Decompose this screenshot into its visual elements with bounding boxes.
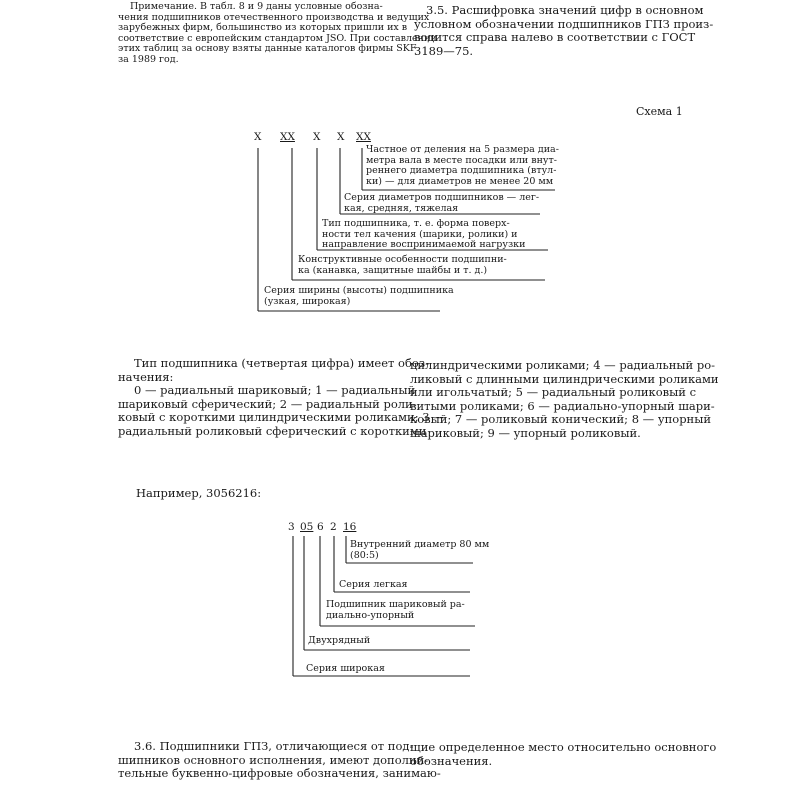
section-3-6-line: щие определенное место относительно основного (410, 740, 717, 754)
scheme-label-line: направление воспринимаемой нагрузки (322, 239, 526, 250)
note-line: чения подшипников отечественного производства и ведущих (118, 11, 430, 23)
example-label-diameter (350, 540, 489, 561)
note-line: этих таблиц за основу взяты данные каталогов фирмы SKF (118, 43, 417, 54)
scheme-code: XX (280, 131, 295, 143)
scheme-label-line: (узкая, широкая) (264, 295, 351, 307)
section-3-5-line: 3189—75. (414, 43, 474, 58)
section-3-5-line: водится справа налево в соответствии с ГОСТ (414, 30, 696, 44)
type-line: ковый; 7 — роликовый конический; 8 — упорный (410, 412, 712, 426)
example-heading: Например, 3056216: (136, 486, 262, 500)
section-3-5-line: условном обозначении подшипников ГПЗ произ- (414, 16, 714, 31)
type-line: 0 — радиальный шариковый; 1 — радиальный (134, 383, 416, 397)
example-label-type (326, 600, 465, 621)
example-code: 6 (317, 521, 324, 533)
example-label-line: Внутренний диаметр 80 мм (350, 539, 490, 550)
type-line: ковый с короткими цилиндрическими роликами; 3 — (118, 410, 445, 424)
scheme-label-type (322, 219, 525, 251)
scheme-code: X (254, 131, 262, 143)
scheme-label-line: кая, средняя, тяжелая (344, 202, 459, 214)
note-line: за 1989 год. (118, 53, 179, 65)
scheme-code: XX (356, 131, 371, 143)
section-3-6-line: шипников основного исполнения, имеют дополни- (118, 752, 429, 767)
scheme-label-line: ки) — для диаметров не менее 20 мм (366, 175, 554, 187)
section-3-6-line: обозначения. (410, 753, 493, 768)
example-label-series-light: Серия легкая (339, 579, 408, 590)
type-line: шариковый; 9 — упорный роликовый. (410, 425, 641, 440)
type-line: начения: (118, 369, 174, 384)
example-label-series-wide: Серия широкая (306, 663, 385, 674)
type-line: шариковый сферический; 2 — радиальный роли- (118, 396, 417, 411)
section-3-5-line: 3.5. Расшифровка значений цифр в основном (426, 3, 704, 17)
example-label-line: Подшипник шариковый ра- (326, 599, 465, 610)
section-3-6-left (118, 740, 441, 781)
type-line: или игольчатый; 5 — радиальный роликовый с (410, 385, 697, 399)
scheme-label-line: реннего диаметра подшипника (втул- (366, 165, 557, 176)
type-line: витыми роликами; 6 — радиально-упорный шари- (410, 398, 715, 413)
scheme-label-line: Тип подшипника, т. е. форма поверх- (322, 218, 510, 229)
note-line: Примечание. В табл. 8 и 9 даны условные обозна- (130, 1, 383, 12)
example-label-double-row: Двухрядный (308, 635, 371, 646)
type-paragraph-left (118, 357, 445, 438)
type-line: ликовый с длинными цилиндрическими роликами (410, 371, 719, 386)
scheme-label-line: Частное от деления на 5 размера диа- (366, 144, 559, 155)
section-3-6-right (410, 741, 716, 768)
type-paragraph-right (410, 359, 719, 440)
scheme-label-construction (298, 255, 507, 276)
note-line: соответствие с европейским стандартом JSO. При составлении (118, 32, 437, 44)
example-label-line: (80:5) (350, 549, 379, 561)
scheme-code: X (337, 131, 345, 143)
type-line: Тип подшипника (четвертая цифра) имеет обоз- (134, 356, 429, 370)
section-3-6-line: 3.6. Подшипники ГПЗ, отличающиеся от под- (134, 739, 414, 753)
scheme-label-line: Серия ширины (высоты) подшипника (264, 285, 454, 296)
scheme-label-line: Конструктивные особенности подшипни- (298, 254, 507, 265)
example-code: 05 (300, 521, 314, 533)
type-line: цилиндрическими роликами; 4 — радиальный ро- (410, 358, 716, 372)
example-code: 16 (343, 521, 357, 533)
scheme-label-line: метра вала в месте посадки или внут- (366, 154, 557, 166)
scheme-label: Схема 1 (636, 105, 683, 118)
scheme-label-line: ка (канавка, защитные шайбы и т. д.) (298, 264, 488, 276)
scheme-label-line: ности тел качения (шарики, ролики) и (322, 228, 518, 240)
example-code: 3 (288, 521, 295, 533)
section-3-6-line: тельные буквенно-цифровые обозначения, занимаю- (118, 766, 441, 780)
scheme-code: X (313, 131, 321, 143)
type-line: радиальный роликовый сферический с короткими (118, 423, 427, 438)
example-label-line: диально-упорный (326, 609, 415, 621)
scheme-label-diameter (366, 145, 559, 187)
scheme-label-width-series (264, 286, 454, 307)
note-line: зарубежных фирм, большинство из которых пришли их в (118, 22, 408, 33)
scheme-label-diameter-series (344, 193, 539, 214)
scheme-label-line: Серия диаметров подшипников — лег- (344, 192, 540, 203)
example-code: 2 (330, 521, 337, 533)
